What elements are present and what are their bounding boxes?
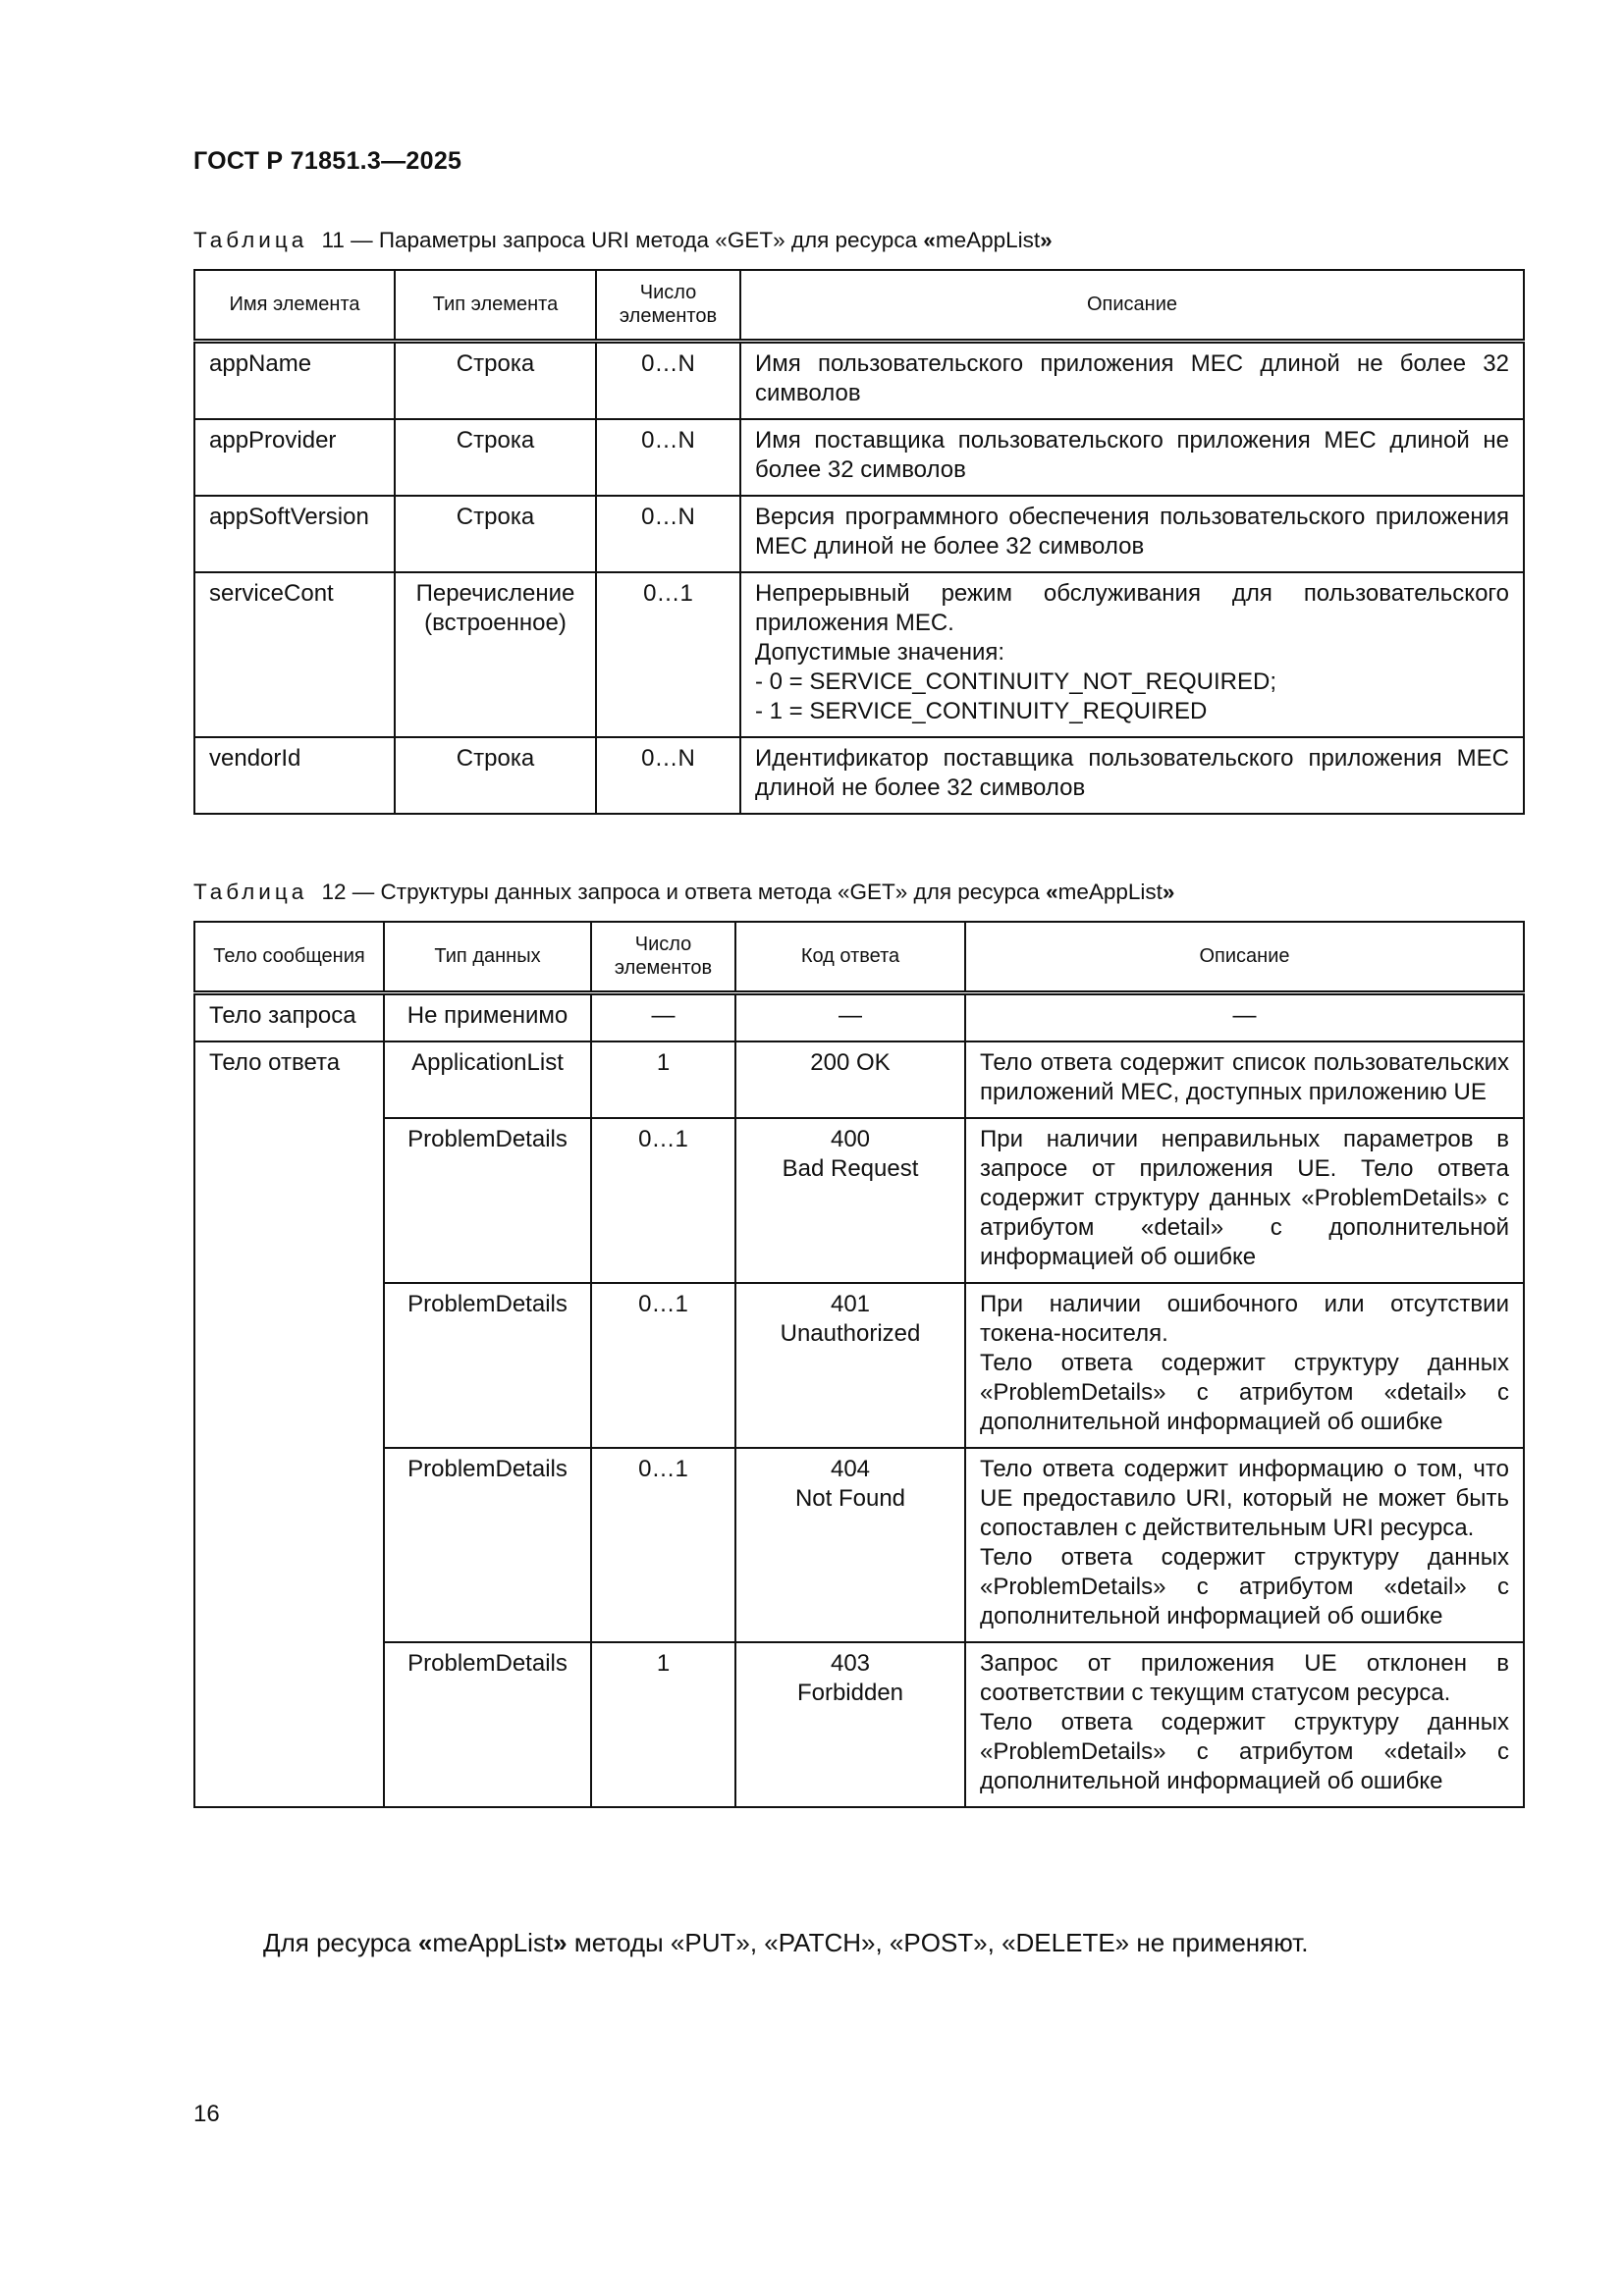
description-line: При наличии ошибочного или отсутствии токена-носителя.	[980, 1290, 1509, 1347]
count-cell: 0…N	[596, 419, 740, 496]
table12-caption-label: Таблица	[193, 880, 308, 904]
table12-header-cell: Код ответа	[735, 922, 965, 992]
document-header: ГОСТ Р 71851.3—2025	[193, 147, 462, 175]
data-type-cell: ProblemDetails	[384, 1283, 591, 1448]
count-cell: 0…1	[591, 1283, 735, 1448]
element-type-cell: Строка	[395, 496, 596, 572]
table-row	[194, 1118, 1524, 1283]
description-cell: —	[965, 992, 1524, 1041]
count-cell: 0…N	[596, 341, 740, 419]
data-type-cell: ProblemDetails	[384, 1448, 591, 1642]
description-cell	[740, 341, 1524, 419]
table11-header-cell: Имя элемента	[194, 270, 395, 341]
table12-caption	[193, 880, 1174, 905]
response-code-cell	[735, 1642, 965, 1807]
response-code-cell	[735, 1118, 965, 1283]
description-line: Тело ответа содержит структуру данных «ProblemDetails» с атрибутом «detail» с дополнительной информацией об ошибке	[980, 1708, 1509, 1794]
element-name-cell: appSoftVersion	[194, 496, 395, 572]
data-type-cell: ProblemDetails	[384, 1118, 591, 1283]
table12-header-cell: Число элементов	[591, 922, 735, 992]
page-number: 16	[193, 2101, 220, 2127]
description-line: Имя поставщика пользовательского приложения MEC длиной не более 32 символов	[755, 426, 1509, 483]
table-row	[194, 1041, 1524, 1118]
description-line: При наличии неправильных параметров в запросе от приложения UE. Тело ответа содержит структуру данных «ProblemDetails» с атрибутом «detail» с дополнительной информацией об ошибке	[980, 1125, 1509, 1270]
description-line: Тело ответа содержит информацию о том, что UE предоставило URI, который не может быть сопоставлен с действительным URI ресурса.	[980, 1455, 1509, 1541]
table-row	[194, 419, 1524, 496]
table11	[193, 269, 1525, 815]
table11-caption-label: Таблица	[193, 228, 308, 252]
table11-caption	[193, 228, 1053, 253]
table11-header-cell: Тип элемента	[395, 270, 596, 341]
description-cell	[740, 572, 1524, 737]
count-cell: 1	[591, 1642, 735, 1807]
element-type-cell: Строка	[395, 341, 596, 419]
description-cell	[965, 1118, 1524, 1283]
response-code-text: Forbidden	[796, 1679, 904, 1706]
description-cell	[740, 496, 1524, 572]
response-code-number: 200 OK	[810, 1048, 891, 1076]
response-code-number: 400	[830, 1125, 871, 1152]
description-cell	[740, 737, 1524, 814]
description-line: Тело ответа содержит список пользовательских приложений MEC, доступных приложению UE	[980, 1048, 1509, 1105]
table12-header-cell: Описание	[965, 922, 1524, 992]
count-cell: 0…1	[591, 1448, 735, 1642]
table-row	[194, 1448, 1524, 1642]
description-cell	[740, 419, 1524, 496]
table-row	[194, 572, 1524, 737]
response-code-number: 403	[830, 1649, 871, 1677]
table-row	[194, 1283, 1524, 1448]
response-code-number: 404	[830, 1455, 871, 1482]
description-cell	[965, 1642, 1524, 1807]
response-code-cell	[735, 1041, 965, 1118]
message-body-cell: Тело запроса	[194, 992, 384, 1041]
table12-header-cell: Тип данных	[384, 922, 591, 992]
table11-header-cell: Описание	[740, 270, 1524, 341]
count-cell: 0…N	[596, 737, 740, 814]
description-line: - 1 = SERVICE_CONTINUITY_REQUIRED	[755, 697, 1208, 724]
table12	[193, 921, 1525, 1808]
description-line: Допустимые значения:	[755, 638, 1005, 666]
data-type-cell: Не применимо	[384, 992, 591, 1041]
data-type-cell: ApplicationList	[384, 1041, 591, 1118]
response-code-cell	[735, 1283, 965, 1448]
element-type-cell: Перечисление (встроенное)	[395, 572, 596, 737]
count-cell: 1	[591, 1041, 735, 1118]
description-line: Непрерывный режим обслуживания для пользовательского приложения MEC.	[755, 579, 1509, 636]
description-line: Тело ответа содержит структуру данных «ProblemDetails» с атрибутом «detail» с дополнительной информацией об ошибке	[980, 1349, 1509, 1435]
note-text: Для ресурса «meAppList» методы «PUT», «PATCH», «POST», «DELETE» не применяют.	[263, 1928, 1309, 1957]
table-row	[194, 737, 1524, 814]
table12-header-cell: Тело сообщения	[194, 922, 384, 992]
data-type-cell: ProblemDetails	[384, 1642, 591, 1807]
description-cell	[965, 1041, 1524, 1118]
element-name-cell: serviceCont	[194, 572, 395, 737]
table-row	[194, 496, 1524, 572]
count-cell: 0…1	[596, 572, 740, 737]
message-body-cell: Тело ответа	[194, 1041, 384, 1807]
response-code-text: Not Found	[794, 1484, 906, 1512]
table-row	[194, 341, 1524, 419]
description-line: Имя пользовательского приложения MEC длиной не более 32 символов	[755, 349, 1509, 406]
table11-caption-text: 11 — Параметры запроса URI метода «GET» для ресурса «meAppList»	[321, 228, 1053, 252]
response-code-cell	[735, 1448, 965, 1642]
description-cell	[965, 1283, 1524, 1448]
count-cell: —	[591, 992, 735, 1041]
response-code-text: Unauthorized	[780, 1319, 921, 1347]
table-row	[194, 992, 1524, 1041]
table-row	[194, 1642, 1524, 1807]
table11-header-cell: Число элементов	[596, 270, 740, 341]
description-line: Тело ответа содержит структуру данных «ProblemDetails» с атрибутом «detail» с дополнительной информацией об ошибке	[980, 1543, 1509, 1629]
description-line: Версия программного обеспечения пользовательского приложения MEC длиной не более 32 символов	[755, 503, 1509, 560]
element-name-cell: appProvider	[194, 419, 395, 496]
response-code-cell: —	[735, 992, 965, 1041]
element-type-cell: Строка	[395, 419, 596, 496]
response-code-text: Bad Request	[782, 1154, 919, 1182]
element-name-cell: vendorId	[194, 737, 395, 814]
table12-caption-text: 12 — Структуры данных запроса и ответа метода «GET» для ресурса «meAppList»	[321, 880, 1175, 904]
description-cell	[965, 1448, 1524, 1642]
description-line: Запрос от приложения UE отклонен в соответствии с текущим статусом ресурса.	[980, 1649, 1509, 1706]
description-line: - 0 = SERVICE_CONTINUITY_NOT_REQUIRED;	[755, 667, 1276, 695]
description-line: Идентификатор поставщика пользовательского приложения MEC длиной не более 32 символов	[755, 744, 1509, 801]
response-code-number: 401	[830, 1290, 871, 1317]
count-cell: 0…N	[596, 496, 740, 572]
count-cell: 0…1	[591, 1118, 735, 1283]
element-name-cell: appName	[194, 341, 395, 419]
element-type-cell: Строка	[395, 737, 596, 814]
